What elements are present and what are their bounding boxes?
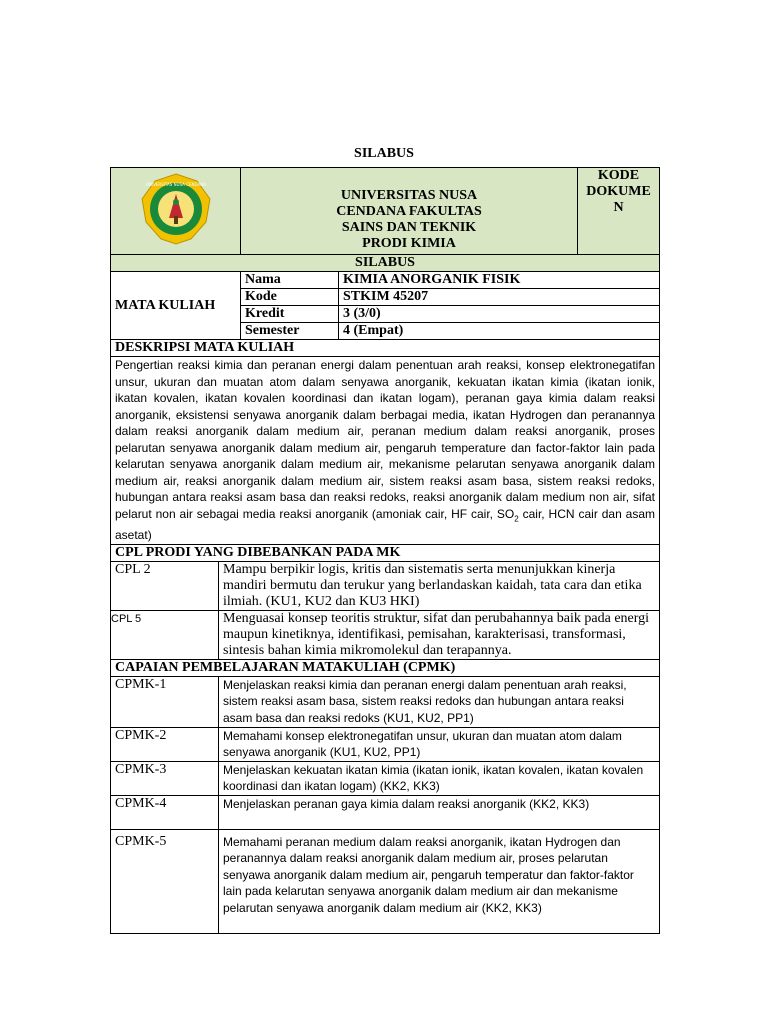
cpl-code: CPL 2: [111, 561, 219, 610]
cpl-text: Mampu berpikir logis, kritis dan sistematis serta menunjukkan kinerja mandiri bermutu dan terukur yang berlandaskan kaidah, tata cara dan etika ilmiah. (KU1, KU2 dan KU3 HKI): [219, 561, 660, 610]
deskripsi-text: Pengertian reaksi kimia dan peranan energi dalam penentuan arah reaksi, konsep elektronegatifan unsur, ukuran dan muatan atom dalam senyawa anorganik, kekuatan ikatan kimia (ikatan ionik, ikatan kovalen, ikatan kovalen koordinasi dan ikatan logam), peranan gaya kimia dalam reaksi anorganik, eksistensi senyawa anorganik dalam berbagai media, ikatan Hydrogen dan peranannya dalam reaksi anorganik dalam medium air, peranan medium dalam reaksi anorganik, proses pelarutan senyawa anorganik dalam medium air, pengaruh temperature dan factor-faktor lain pada kelarutan senyawa anorganik dalam medium air, mekanisme pelarutan senyawa anorganik dalam medium air, reaksi anorganik dalam medium air, sistem reaksi asam basa, sistem reaksi redoks, hubungan antara reaksi asam basa dan reaksi redoks, reaksi anorganik dalam medium non air, sifat pelarut non air sebagai media reaksi anorganik (amoniak cair, HF cair, $SO_2$ cair, HCN cair dan asam asetat): [111, 357, 660, 545]
cpmk-text: Menjelaskan reaksi kimia dan peranan energi dalam penentuan arah reaksi, sistem reaksi asam basa, sistem reaksi redoks dan hubungan antara reaksi asam basa dan reaksi redoks (KU1, KU2, PP1): [219, 676, 660, 727]
kode-dokumen-cell: [578, 168, 660, 255]
logo-cell: [111, 168, 241, 255]
cpmk-code: CPMK-2: [111, 727, 219, 761]
university-line: PRODI KIMIA: [362, 236, 456, 251]
kode-line: DOKUME: [586, 184, 651, 199]
cpmk-heading: CAPAIAN PEMBELAJARAN MATAKULIAH (CPMK): [111, 659, 660, 676]
university-cell: [241, 168, 578, 255]
cpmk-text: Menjelaskan kekuatan ikatan kimia (ikatan ionik, ikatan kovalen, ikatan kovalen koordinasi dan ikatan logam) (KK2, KK3): [219, 761, 660, 795]
page-title: SILABUS: [354, 146, 414, 161]
university-line: CENDANA FAKULTAS: [336, 204, 482, 219]
cpmk-code: CPMK-1: [111, 676, 219, 727]
cpmk-code: CPMK-5: [111, 829, 219, 933]
deskripsi-heading: DESKRIPSI MATA KULIAH: [111, 340, 660, 357]
mk-key-semester: Semester: [241, 323, 339, 340]
cpmk-text: Menjelaskan peranan gaya kimia dalam reaksi anorganik (KK2, KK3): [219, 795, 660, 829]
cpmk-code: CPMK-3: [111, 761, 219, 795]
kode-line: KODE: [597, 168, 640, 183]
cpl-text: Menguasai konsep teoritis struktur, sifat dan perubahannya baik pada energi maupun kinetiknya, identifikasi, pemisahan, karakterisasi, transformasi, sintesis bahan kimia mikromolekul dan terapannya.: [219, 610, 660, 659]
mk-value-kredit: 3 (3/0): [339, 306, 660, 323]
syllabus-table: [110, 167, 660, 934]
cpmk-code: CPMK-4: [111, 795, 219, 829]
mk-key-kode: Kode: [241, 289, 339, 306]
svg-text:UNIVERSITAS NUSA CENDANA: UNIVERSITAS NUSA CENDANA: [145, 181, 206, 187]
mk-key-kredit: Kredit: [241, 306, 339, 323]
mk-value-semester: 4 (Empat): [339, 323, 660, 340]
cpl-heading: CPL PRODI YANG DIBEBANKAN PADA MK: [111, 544, 660, 561]
cpmk-text: Memahami peranan medium dalam reaksi anorganik, ikatan Hydrogen dan peranannya dalam reaksi anorganik dalam medium air, proses pelarutan senyawa anorganik dalam medium air, pengaruh temperatur dan faktor-faktor lain pada kelarutan senyawa anorganik dalam medium air dan mekanisme pelarutan senyawa anorganik dalam medium air (KK2, KK3): [219, 829, 660, 933]
silabus-label: SILABUS: [111, 255, 660, 272]
mk-value-kode: STKIM 45207: [339, 289, 660, 306]
mk-value-nama: KIMIA ANORGANIK FISIK: [339, 272, 660, 289]
mata-kuliah-label: MATA KULIAH: [111, 272, 241, 340]
university-line: UNIVERSITAS NUSA: [340, 188, 478, 203]
university-logo: [139, 172, 213, 246]
kode-line: N: [613, 200, 624, 215]
cpl-code: CPL 5: [111, 610, 219, 659]
cpmk-text: Memahami konsep elektronegatifan unsur, ukuran dan muatan atom dalam senyawa anorganik (KU1, KU2, PP1): [219, 727, 660, 761]
university-line: SAINS DAN TEKNIK: [341, 220, 477, 235]
mk-key-nama: Nama: [241, 272, 339, 289]
